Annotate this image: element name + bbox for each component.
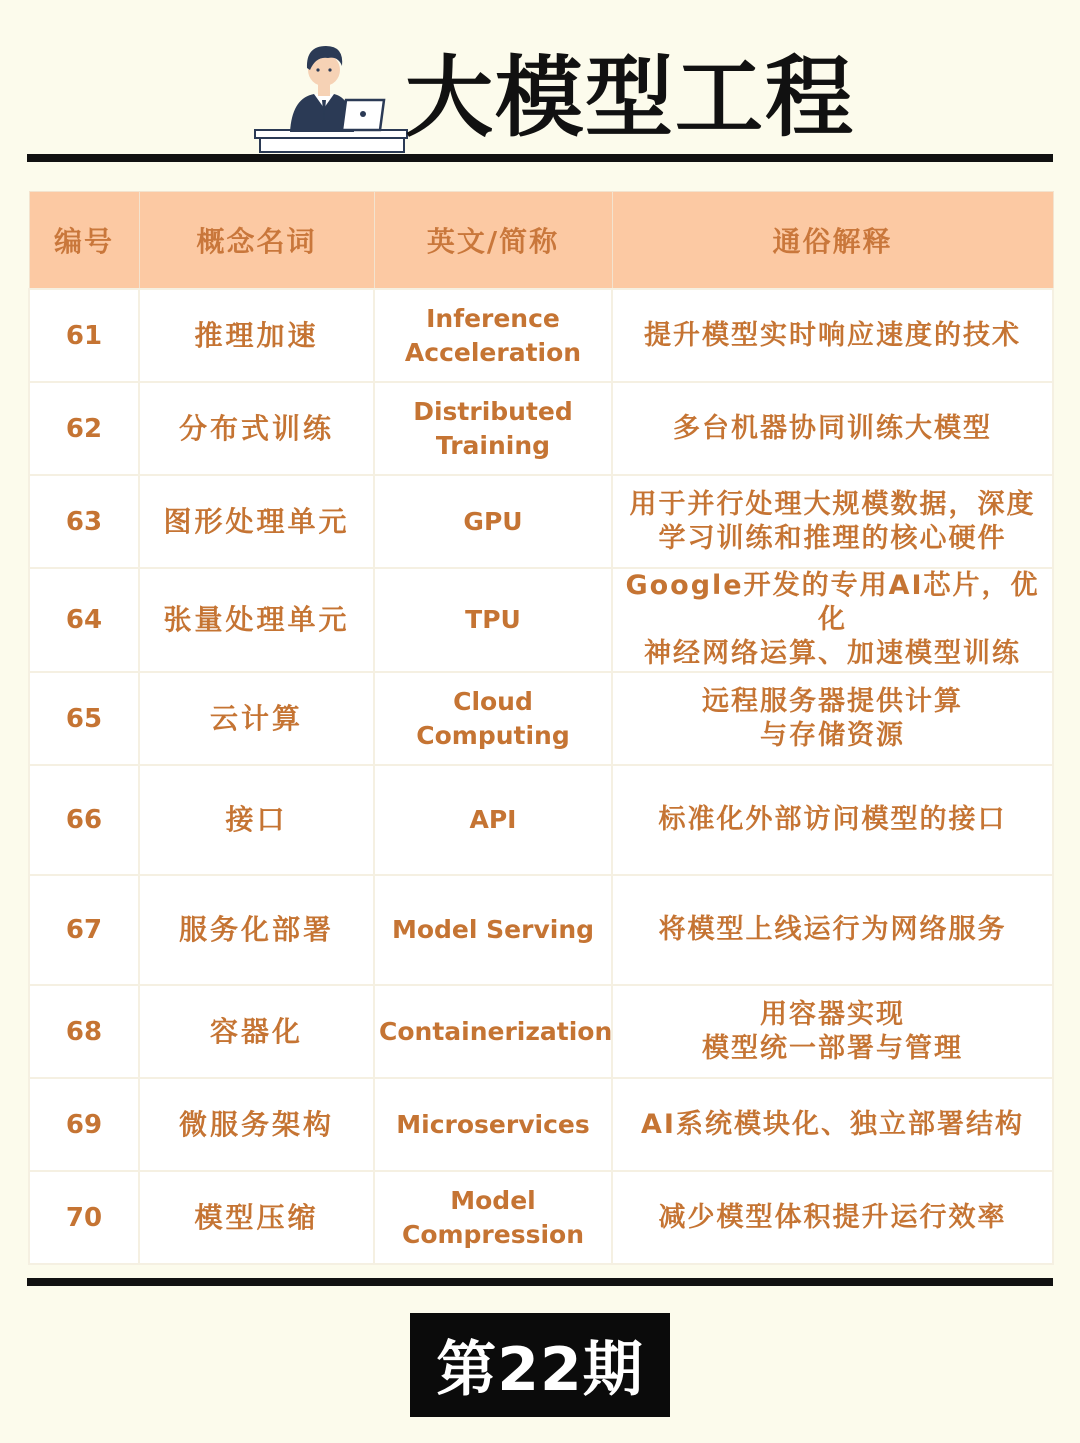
row-explanation: 多台机器协同训练大模型 xyxy=(612,382,1053,475)
row-term: 推理加速 xyxy=(139,289,374,382)
row-explanation: 远程服务器提供计算 与存储资源 xyxy=(612,672,1053,765)
row-term: 模型压缩 xyxy=(139,1171,374,1264)
column-header-number: 编号 xyxy=(29,192,139,290)
row-english: Model Compression xyxy=(374,1171,612,1264)
row-english: Model Serving xyxy=(374,875,612,985)
row-english: Cloud Computing xyxy=(374,672,612,765)
header xyxy=(0,0,1080,165)
row-explanation: Google开发的专用AI芯片，优化 神经网络运算、加速模型训练 xyxy=(612,568,1053,672)
row-number: 69 xyxy=(29,1078,139,1171)
row-term: 容器化 xyxy=(139,985,374,1078)
row-explanation: 用于并行处理大规模数据，深度 学习训练和推理的核心硬件 xyxy=(612,475,1053,568)
row-number: 61 xyxy=(29,289,139,382)
row-term: 接口 xyxy=(139,765,374,875)
row-term: 图形处理单元 xyxy=(139,475,374,568)
row-number: 68 xyxy=(29,985,139,1078)
row-number: 64 xyxy=(29,568,139,672)
row-english: Containerization xyxy=(374,985,612,1078)
row-explanation: 用容器实现 模型统一部署与管理 xyxy=(612,985,1053,1078)
table-row xyxy=(29,765,1053,875)
row-english: TPU xyxy=(374,568,612,672)
row-explanation: 标准化外部访问模型的接口 xyxy=(612,765,1053,875)
issue-badge: 第22期 xyxy=(410,1313,670,1417)
row-term: 微服务架构 xyxy=(139,1078,374,1171)
row-number: 63 xyxy=(29,475,139,568)
table-row xyxy=(29,382,1053,475)
row-english: GPU xyxy=(374,475,612,568)
table-row xyxy=(29,1171,1053,1264)
column-header-explanation: 通俗解释 xyxy=(612,192,1053,290)
row-term: 服务化部署 xyxy=(139,875,374,985)
glossary-table xyxy=(28,191,1054,1265)
table-row xyxy=(29,875,1053,985)
bottom-divider xyxy=(27,1278,1053,1286)
table-row xyxy=(29,1078,1053,1171)
top-divider xyxy=(27,154,1053,162)
table-row xyxy=(29,568,1053,672)
column-header-english: 英文/简称 xyxy=(374,192,612,290)
row-explanation: 将模型上线运行为网络服务 xyxy=(612,875,1053,985)
table-header-row xyxy=(29,192,1053,290)
row-term: 分布式训练 xyxy=(139,382,374,475)
table-row xyxy=(29,289,1053,382)
row-number: 70 xyxy=(29,1171,139,1264)
row-term: 云计算 xyxy=(139,672,374,765)
row-number: 62 xyxy=(29,382,139,475)
row-number: 65 xyxy=(29,672,139,765)
person-at-laptop-icon xyxy=(252,38,410,156)
page-title: 大模型工程 xyxy=(405,46,856,149)
row-english: API xyxy=(374,765,612,875)
table-row xyxy=(29,475,1053,568)
row-explanation: AI系统模块化、独立部署结构 xyxy=(612,1078,1053,1171)
column-header-term: 概念名词 xyxy=(139,192,374,290)
row-english: Microservices xyxy=(374,1078,612,1171)
table-row xyxy=(29,672,1053,765)
row-term: 张量处理单元 xyxy=(139,568,374,672)
row-number: 67 xyxy=(29,875,139,985)
row-english: Distributed Training xyxy=(374,382,612,475)
table-row xyxy=(29,985,1053,1078)
row-english: Inference Acceleration xyxy=(374,289,612,382)
row-explanation: 减少模型体积提升运行效率 xyxy=(612,1171,1053,1264)
row-number: 66 xyxy=(29,765,139,875)
row-explanation: 提升模型实时响应速度的技术 xyxy=(612,289,1053,382)
